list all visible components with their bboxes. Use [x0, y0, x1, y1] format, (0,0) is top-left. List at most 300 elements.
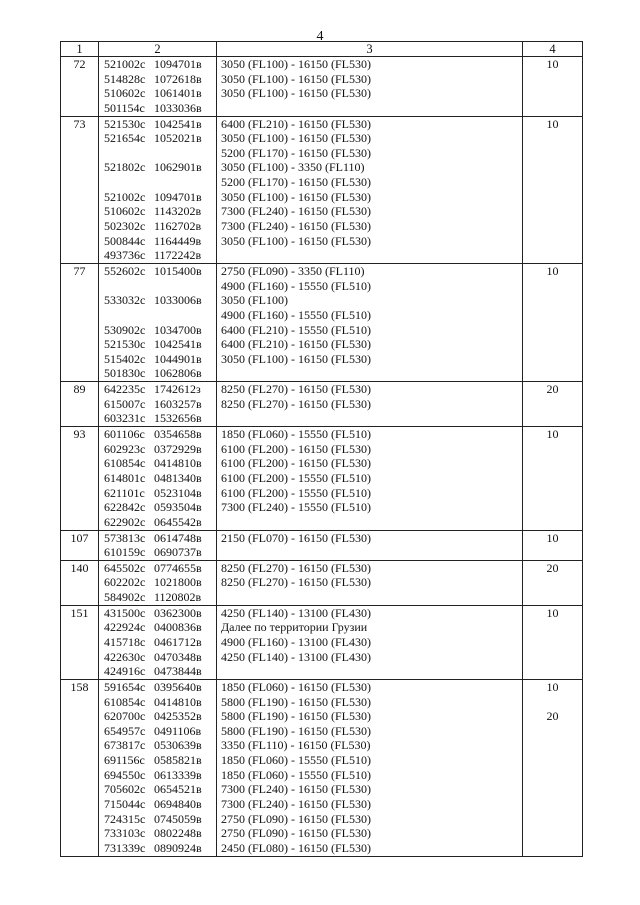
- latitude: 501154с: [104, 100, 145, 115]
- coordinate-line: [99, 841, 216, 856]
- latitude: 724315с: [104, 811, 146, 826]
- level-range: 2450 (FL080) - 16150 (FL530): [221, 840, 371, 855]
- level-range: 8250 (FL270) - 16150 (FL530): [221, 560, 371, 575]
- longitude: 1603257в: [154, 396, 202, 411]
- value: [523, 515, 582, 530]
- latitude: 521002с: [104, 189, 146, 204]
- coordinates-cell: [99, 263, 217, 381]
- coordinate-line: [99, 337, 216, 352]
- longitude: 0890924в: [154, 840, 202, 855]
- latitude: 602202с: [104, 575, 146, 590]
- latitude: 622842с: [104, 500, 146, 515]
- latitude: 691156с: [104, 753, 145, 768]
- latitude: 530902с: [104, 322, 146, 337]
- row-number-cell: [61, 57, 99, 117]
- latitude: 515402с: [104, 351, 146, 366]
- latitude: 602923с: [104, 441, 146, 456]
- coordinate-line: [99, 293, 216, 308]
- latitude: 610854с: [104, 456, 146, 471]
- longitude: 1143202в: [154, 204, 202, 219]
- row-number: 73: [73, 116, 86, 131]
- coordinate-line: [99, 590, 216, 605]
- value: [523, 620, 582, 635]
- latitude: 610159с: [104, 545, 146, 560]
- header-row: [61, 42, 583, 57]
- coordinate-line: [99, 264, 216, 279]
- value: [523, 575, 582, 590]
- value: 20: [546, 709, 559, 724]
- longitude: 1042541в: [154, 116, 202, 131]
- value: [523, 86, 582, 101]
- coordinate-line: [99, 531, 216, 546]
- longitude: 0654521в: [154, 782, 202, 797]
- level-range: [217, 101, 522, 116]
- value: [523, 782, 582, 797]
- latitude: 733103с: [104, 826, 146, 841]
- value: [523, 768, 582, 783]
- longitude: 1742612з: [154, 382, 201, 397]
- level-range: 3050 (FL100) - 16150 (FL530): [221, 233, 371, 248]
- coordinate-line: [99, 160, 216, 175]
- coordinate-line: [99, 561, 216, 576]
- longitude: 0425352в: [154, 709, 202, 724]
- coordinate-line: [99, 515, 216, 530]
- level-range: [217, 411, 522, 426]
- row-number: 72: [73, 57, 86, 71]
- level-range: 4250 (FL140) - 13100 (FL430): [221, 605, 371, 620]
- longitude: 0614748в: [154, 530, 202, 545]
- coordinate-line: [99, 545, 216, 560]
- level-range: 7300 (FL240) - 16150 (FL530): [221, 219, 371, 234]
- levels-cell: [217, 263, 523, 381]
- value: [523, 234, 582, 249]
- latitude: 502302с: [104, 219, 146, 234]
- level-range: 3350 (FL110) - 16150 (FL530): [221, 738, 371, 753]
- longitude: 0473844в: [154, 664, 202, 679]
- latitude: 715044с: [104, 797, 146, 812]
- coordinate-line: [99, 442, 216, 457]
- row-number-cell: [61, 605, 99, 679]
- latitude: 573813с: [104, 530, 146, 545]
- longitude: 1042541в: [154, 337, 202, 352]
- coordinate-line: [99, 427, 216, 442]
- longitude: 1033036в: [154, 100, 202, 115]
- coordinate-line: [99, 352, 216, 367]
- coordinate-line: [99, 117, 216, 132]
- longitude: 1034700в: [154, 322, 202, 337]
- longitude: 1021800в: [154, 575, 202, 590]
- longitude: 1162702в: [154, 219, 202, 234]
- level-range: 6400 (FL210) - 16150 (FL530): [221, 337, 371, 352]
- levels-cell: [217, 530, 523, 560]
- latitude: 614801с: [104, 470, 146, 485]
- coordinate-line: [99, 724, 216, 739]
- value: 10: [546, 530, 559, 545]
- longitude: 0354658в: [154, 427, 202, 442]
- table-row: [61, 263, 583, 381]
- row-number-cell: [61, 382, 99, 427]
- coordinates-cell: [99, 382, 217, 427]
- longitude: 0745059в: [154, 811, 202, 826]
- coordinates-cell: [99, 116, 217, 263]
- coordinate-line: [99, 72, 216, 87]
- value: [523, 797, 582, 812]
- coordinate-line: [99, 411, 216, 426]
- table-row: [61, 382, 583, 427]
- level-range: 7300 (FL240) - 16150 (FL530): [221, 797, 371, 812]
- value: [523, 248, 582, 263]
- coordinate-line: [99, 695, 216, 710]
- latitude: 603231с: [104, 411, 146, 426]
- level-range: [217, 664, 522, 679]
- coordinate-line: [99, 204, 216, 219]
- latitude: 552602с: [104, 263, 146, 278]
- value: [523, 456, 582, 471]
- longitude: 1062901в: [154, 160, 202, 175]
- value: [523, 366, 582, 381]
- level-range: [217, 590, 522, 605]
- longitude: 0461712в: [154, 634, 202, 649]
- level-range: 6100 (FL200) - 15550 (FL510): [221, 470, 371, 485]
- coordinate-line: [99, 382, 216, 397]
- coordinate-line: [99, 753, 216, 768]
- value: [523, 486, 582, 501]
- coordinate-line: [99, 826, 216, 841]
- value: [523, 724, 582, 739]
- value: [523, 545, 582, 560]
- latitude: 645502с: [104, 560, 146, 575]
- row-number: 93: [73, 427, 86, 442]
- latitude: 422630с: [104, 649, 146, 664]
- table-row: [61, 679, 583, 856]
- row-number-cell: [61, 530, 99, 560]
- value: [523, 308, 582, 323]
- row-number: 140: [70, 560, 89, 575]
- value: [523, 352, 582, 367]
- longitude: 0372929в: [154, 441, 202, 456]
- level-range: [217, 545, 522, 560]
- value: 10: [546, 57, 559, 71]
- level-range: 5800 (FL190) - 16150 (FL530): [221, 694, 371, 709]
- level-range: 8250 (FL270) - 16150 (FL530): [221, 382, 371, 397]
- latitude: 533032с: [104, 293, 146, 308]
- latitude: 584902с: [104, 590, 146, 605]
- value: [523, 442, 582, 457]
- latitude: 514828с: [104, 71, 146, 86]
- latitude: 521530с: [104, 116, 146, 131]
- level-range: 1850 (FL060) - 15550 (FL510): [221, 767, 371, 782]
- latitude: 622902с: [104, 514, 146, 529]
- level-range: 5800 (FL190) - 16150 (FL530): [221, 723, 371, 738]
- longitude: 0585821в: [154, 753, 202, 768]
- coordinate-line: [99, 190, 216, 205]
- value: [523, 190, 582, 205]
- row-number: 151: [70, 605, 89, 620]
- longitude: 0414810в: [154, 456, 202, 471]
- coordinates-cell: [99, 605, 217, 679]
- level-range: 2750 (FL090) - 3350 (FL110): [221, 263, 365, 278]
- latitude: 500844с: [104, 233, 146, 248]
- row-number-cell: [61, 560, 99, 605]
- level-range: 3050 (FL100) - 3350 (FL110): [221, 160, 365, 175]
- row-number-cell: [61, 263, 99, 381]
- header-col-3: 3: [217, 42, 523, 57]
- level-range: 8250 (FL270) - 16150 (FL530): [221, 575, 371, 590]
- level-range: 3050 (FL100) - 16150 (FL530): [221, 189, 371, 204]
- longitude: 1094701в: [154, 189, 202, 204]
- value: [523, 337, 582, 352]
- coordinate-line: [99, 57, 216, 72]
- level-range: 1850 (FL060) - 15550 (FL510): [221, 427, 371, 442]
- latitude: 501830с: [104, 366, 146, 381]
- coordinate-line: [99, 279, 216, 294]
- latitude: 521802с: [104, 160, 146, 175]
- latitude: 654957с: [104, 723, 146, 738]
- coordinate-line: [99, 812, 216, 827]
- value-cell: [523, 605, 583, 679]
- value: [523, 635, 582, 650]
- header-col-2: 2: [99, 42, 217, 57]
- longitude: 0694840в: [154, 797, 202, 812]
- coordinate-line: [99, 486, 216, 501]
- level-range: 7300 (FL240) - 15550 (FL510): [221, 500, 371, 515]
- value: [523, 131, 582, 146]
- value: [523, 323, 582, 338]
- coordinate-line: [99, 366, 216, 381]
- coordinate-line: [99, 248, 216, 263]
- value: 10: [546, 427, 559, 442]
- latitude: 731339с: [104, 840, 146, 855]
- table-row: [61, 427, 583, 530]
- value: [523, 590, 582, 605]
- coordinate-line: [99, 709, 216, 724]
- value-cell: [523, 427, 583, 530]
- coordinate-line: [99, 323, 216, 338]
- latitude: 431500с: [104, 605, 146, 620]
- levels-cell: [217, 382, 523, 427]
- longitude: 1015400в: [154, 263, 202, 278]
- latitude: 510602с: [104, 86, 146, 101]
- table-row: [61, 605, 583, 679]
- longitude: 1052021в: [154, 131, 202, 146]
- coordinate-line: [99, 175, 216, 190]
- longitude: 1033006в: [154, 293, 202, 308]
- longitude: 1062806в: [154, 366, 202, 381]
- levels-cell: [217, 116, 523, 263]
- coordinate-line: [99, 797, 216, 812]
- latitude: 694550с: [104, 767, 146, 782]
- longitude: 1044901в: [154, 351, 202, 366]
- level-range: 3050 (FL100) - 16150 (FL530): [221, 131, 371, 146]
- header-col-4: 4: [523, 42, 583, 57]
- value: 10: [546, 263, 559, 278]
- value: [523, 812, 582, 827]
- value: [523, 841, 582, 856]
- value: [523, 650, 582, 665]
- value-cell: [523, 560, 583, 605]
- level-range: 4900 (FL160) - 15550 (FL510): [221, 307, 371, 322]
- header-col-1: 1: [61, 42, 99, 57]
- value: [523, 664, 582, 679]
- level-range: 7300 (FL240) - 16150 (FL530): [221, 204, 371, 219]
- level-range: 3050 (FL100) - 16150 (FL530): [221, 351, 371, 366]
- level-range: 4250 (FL140) - 13100 (FL430): [221, 649, 371, 664]
- longitude: 1120802в: [154, 590, 202, 605]
- value: 10: [546, 116, 559, 131]
- coordinate-line: [99, 664, 216, 679]
- level-range: 6100 (FL200) - 16150 (FL530): [221, 441, 371, 456]
- value: 10: [546, 605, 559, 620]
- latitude: 615007с: [104, 396, 146, 411]
- latitude: 521530с: [104, 337, 146, 352]
- coordinate-line: [99, 738, 216, 753]
- value: 20: [546, 382, 559, 397]
- level-range: 5800 (FL190) - 16150 (FL530): [221, 709, 371, 724]
- value: [523, 826, 582, 841]
- coordinate-line: [99, 680, 216, 695]
- value: [523, 72, 582, 87]
- coordinate-line: [99, 620, 216, 635]
- page-number: 4: [316, 29, 324, 44]
- level-range: 6400 (FL210) - 15550 (FL510): [221, 322, 371, 337]
- longitude: 0414810в: [154, 694, 202, 709]
- table-row: [61, 116, 583, 263]
- coordinates-cell: [99, 560, 217, 605]
- coordinate-line: [99, 650, 216, 665]
- value-cell: [523, 263, 583, 381]
- level-range: 3050 (FL100) - 16150 (FL530): [221, 86, 371, 101]
- longitude: 0362300в: [154, 605, 202, 620]
- longitude: 0530639в: [154, 738, 202, 753]
- value-cell: [523, 116, 583, 263]
- value-cell: [523, 530, 583, 560]
- value: 10: [546, 679, 559, 694]
- coordinates-cell: [99, 57, 217, 117]
- row-number: 89: [73, 382, 86, 397]
- value: [523, 101, 582, 116]
- row-number: 77: [73, 263, 86, 278]
- coordinates-cell: [99, 427, 217, 530]
- coordinates-cell: [99, 679, 217, 856]
- level-range: 6100 (FL200) - 16150 (FL530): [221, 456, 371, 471]
- latitude: 705602с: [104, 782, 146, 797]
- longitude: 0645542в: [154, 514, 202, 529]
- longitude: 1532656в: [154, 411, 202, 426]
- level-range: 5200 (FL170) - 16150 (FL530): [221, 145, 371, 160]
- latitude: 521002с: [104, 57, 146, 71]
- longitude: 0470348в: [154, 649, 202, 664]
- longitude: 0593504в: [154, 500, 202, 515]
- level-range: 3050 (FL100): [221, 293, 288, 308]
- value: [523, 471, 582, 486]
- level-range: 3050 (FL100) - 16150 (FL530): [221, 57, 371, 71]
- longitude: 1172242в: [154, 248, 202, 263]
- value: [523, 293, 582, 308]
- longitude: 0613339в: [154, 767, 202, 782]
- longitude: 1072618в: [154, 71, 202, 86]
- row-number: 107: [70, 530, 89, 545]
- coordinate-line: [99, 575, 216, 590]
- value: [523, 738, 582, 753]
- level-range: 1850 (FL060) - 15550 (FL510): [221, 753, 371, 768]
- level-range: 4900 (FL160) - 13100 (FL430): [221, 634, 371, 649]
- level-range: 5200 (FL170) - 16150 (FL530): [221, 175, 371, 190]
- value: [523, 204, 582, 219]
- longitude: 0690737в: [154, 545, 202, 560]
- latitude: 610854с: [104, 694, 146, 709]
- level-range: [217, 248, 522, 263]
- value-cell: [523, 679, 583, 856]
- level-range: 3050 (FL100) - 16150 (FL530): [221, 71, 371, 86]
- longitude: 1061401в: [154, 86, 202, 101]
- coordinate-line: [99, 86, 216, 101]
- longitude: 0523104в: [154, 485, 202, 500]
- value: [523, 753, 582, 768]
- coordinate-line: [99, 500, 216, 515]
- coordinates-cell: [99, 530, 217, 560]
- coordinate-line: [99, 308, 216, 323]
- levels-cell: [217, 679, 523, 856]
- level-range: 1850 (FL060) - 16150 (FL530): [221, 679, 371, 694]
- level-range: 6400 (FL210) - 16150 (FL530): [221, 116, 371, 131]
- level-range: 8250 (FL270) - 16150 (FL530): [221, 396, 371, 411]
- longitude: 0774655в: [154, 560, 202, 575]
- level-range: Далее по территории Грузии: [221, 620, 368, 635]
- latitude: 510602с: [104, 204, 146, 219]
- airspace-table: [60, 41, 583, 857]
- table-row: [61, 57, 583, 117]
- latitude: 521654с: [104, 131, 146, 146]
- longitude: 0491106в: [154, 723, 202, 738]
- coordinate-line: [99, 782, 216, 797]
- longitude: 0481340в: [154, 470, 202, 485]
- value: [523, 175, 582, 190]
- latitude: 601106с: [104, 427, 145, 442]
- coordinate-line: [99, 635, 216, 650]
- latitude: 415718с: [104, 634, 146, 649]
- value: [523, 411, 582, 426]
- coordinate-line: [99, 101, 216, 116]
- value: [523, 695, 582, 710]
- longitude: 0802248в: [154, 826, 202, 841]
- coordinate-line: [99, 471, 216, 486]
- table-row: [61, 560, 583, 605]
- latitude: 621101с: [104, 485, 145, 500]
- levels-cell: [217, 427, 523, 530]
- coordinate-line: [99, 606, 216, 621]
- level-range: 6100 (FL200) - 15550 (FL510): [221, 485, 371, 500]
- latitude: 673817с: [104, 738, 146, 753]
- latitude: 591654с: [104, 679, 146, 694]
- level-range: 4900 (FL160) - 15550 (FL510): [221, 278, 371, 293]
- coordinate-line: [99, 219, 216, 234]
- coordinate-line: [99, 234, 216, 249]
- value: [523, 279, 582, 294]
- row-number-cell: [61, 116, 99, 263]
- value-cell: [523, 57, 583, 117]
- level-range: 2750 (FL090) - 16150 (FL530): [221, 811, 371, 826]
- longitude: 0395640в: [154, 679, 202, 694]
- longitude: 0400836в: [154, 620, 202, 635]
- row-number-cell: [61, 427, 99, 530]
- level-range: 7300 (FL240) - 16150 (FL530): [221, 782, 371, 797]
- latitude: 422924с: [104, 620, 146, 635]
- level-range: 2750 (FL090) - 16150 (FL530): [221, 826, 371, 841]
- value: [523, 397, 582, 412]
- latitude: 424916с: [104, 664, 146, 679]
- level-range: 2150 (FL070) - 16150 (FL530): [221, 530, 371, 545]
- latitude: 642235с: [104, 382, 146, 397]
